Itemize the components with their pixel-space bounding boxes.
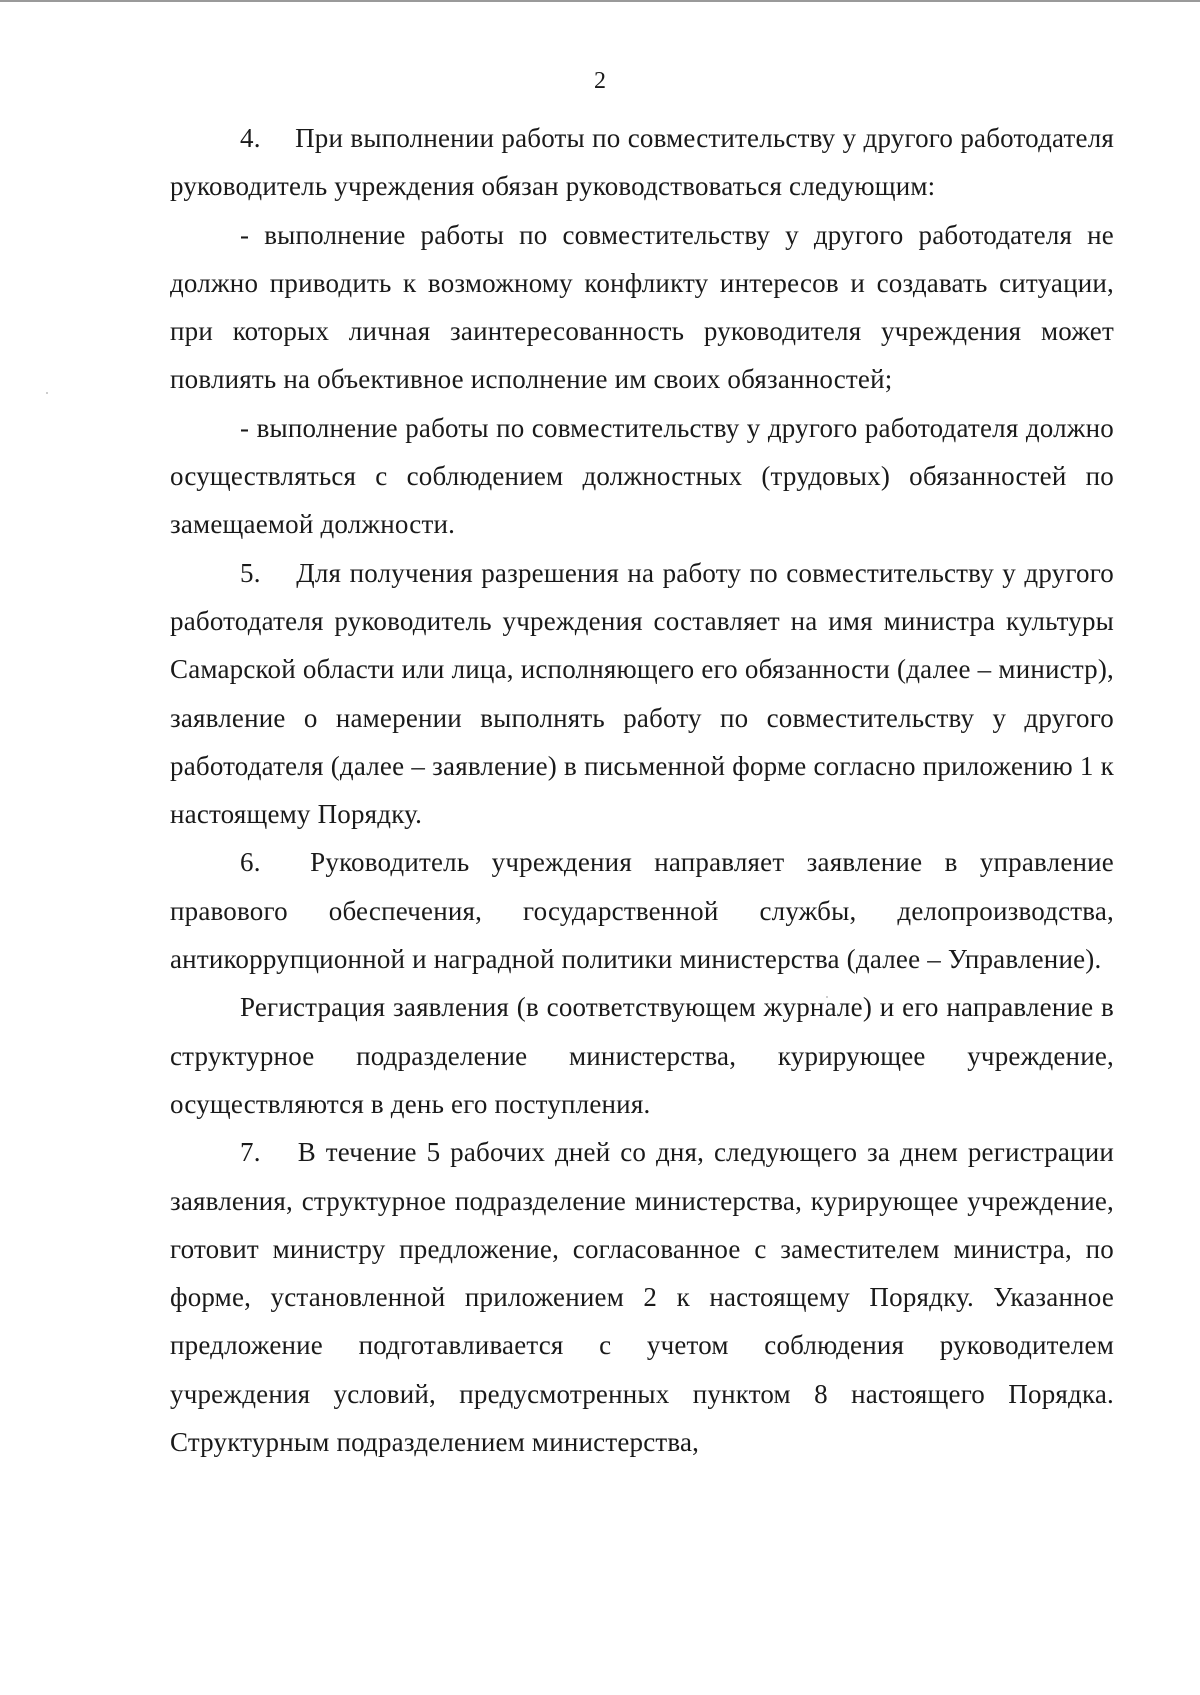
scan-speck	[46, 392, 48, 394]
paragraph-item-7: 7. В течение 5 рабочих дней со дня, следующего за днем регистрации заявления, структурное подразделение министерства, курирующее учреждение, готовит министру предложение, согласованное с заместителем министра, по форме, установленной приложением 2 к настоящему Порядку. Указанное предложение подготавливается с учетом соблюдения руководителем учреждения условий, предусмотренных пунктом 8 настоящего Порядка. Структурным подразделением министерства,	[170, 1137, 1114, 1458]
page-number: 2	[594, 68, 606, 94]
paragraph-item-4: 4. При выполнении работы по совместительству у другого работодателя руководитель учреждения обязан руководствоваться следующим:	[170, 123, 1114, 202]
paragraph-item-5: 5. Для получения разрешения на работу по совместительству у другого работодателя руководитель учреждения составляет на имя министра культуры Самарской области или лица, исполняющего его обязанности (далее – министр), заявление о намерении выполнять работу по совместительству у другого работодателя (далее – заявление) в письменной форме согласно приложению 1 к настоящему Порядку.	[170, 557, 1114, 830]
page-top-border	[0, 0, 1200, 2]
document-body	[170, 114, 1114, 1466]
paragraph-duties-compliance: - выполнение работы по совместительству у другого работодателя должно осуществляться с соблюдением должностных (трудовых) обязанностей по замещаемой должности.	[170, 412, 1114, 540]
paragraph-registration: Регистрация заявления (в соответствующем журнале) и его направление в структурное подразделение министерства, курирующее учреждение, осуществляются в день его поступления.	[170, 992, 1114, 1119]
paragraph-item-6: 6. Руководитель учреждения направляет заявление в управление правового обеспечения, государственной службы, делопроизводства, антикоррупционной и наградной политики министерства (далее – Управление).	[170, 847, 1114, 975]
paragraph-conflict-of-interest: - выполнение работы по совместительству у другого работодателя не должно приводить к возможному конфликту интересов и создавать ситуации, при которых личная заинтересованность руководителя учреждения может повлиять на объективное исполнение им своих обязанностей;	[170, 219, 1114, 395]
